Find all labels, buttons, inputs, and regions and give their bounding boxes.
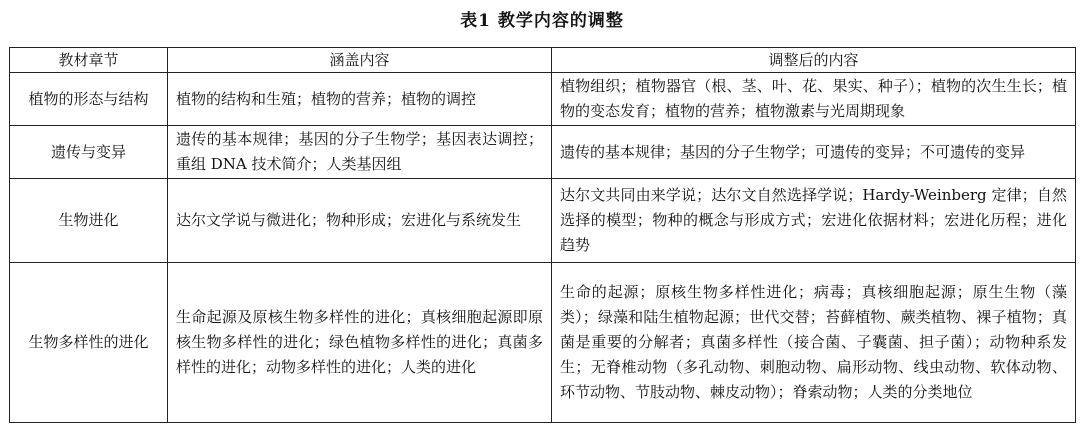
adjusted-content-cell: 达尔文共同由来学说；达尔文自然选择学说；Hardy-Weinberg 定律；自然选择的模型；物种的概念与形成方式；宏进化依据材料；宏进化历程；进化趋势 <box>552 179 1076 263</box>
chapter-cell: 遗传与变异 <box>10 126 168 179</box>
table-caption: 表1 教学内容的调整 <box>460 11 624 31</box>
header-chapter: 教材章节 <box>10 48 168 73</box>
table-row <box>10 73 1076 126</box>
covered-content-cell: 生命起源及原核生物多样性的进化；真核细胞起源即原核生物多样性的进化；绿色植物多样性的进化；真菌多样性的进化；动物多样性的进化；人类的进化 <box>168 263 552 423</box>
covered-content-cell: 植物的结构和生殖；植物的营养；植物的调控 <box>168 73 552 126</box>
table-row <box>10 179 1076 263</box>
header-adjusted-content: 调整后的内容 <box>552 48 1076 73</box>
adjusted-content-cell: 生命的起源；原核生物多样性进化；病毒；真核细胞起源；原生生物（藻类）；绿藻和陆生植物起源；世代交替；苔藓植物、蕨类植物、裸子植物；真菌是重要的分解者；真菌多样性（接合菌、子囊菌、担子菌）；动物种系发生；无脊椎动物（多孔动物、刺胞动物、扁形动物、线虫动物、软体动物、环节动物、节肢动物、棘皮动物）；脊索动物；人类的分类地位 <box>552 263 1076 423</box>
covered-content-cell: 达尔文学说与微进化；物种形成；宏进化与系统发生 <box>168 179 552 263</box>
table-row <box>10 263 1076 423</box>
covered-content-cell: 遗传的基本规律；基因的分子生物学；基因表达调控；重组 DNA 技术简介；人类基因组 <box>168 126 552 179</box>
table-row <box>10 126 1076 179</box>
content-adjustment-table <box>9 47 1076 423</box>
adjusted-content-cell: 遗传的基本规律；基因的分子生物学；可遗传的变异；不可遗传的变异 <box>552 126 1076 179</box>
chapter-cell: 植物的形态与结构 <box>10 73 168 126</box>
header-covered-content: 涵盖内容 <box>168 48 552 73</box>
table-header-row <box>10 48 1076 73</box>
chapter-cell: 生物进化 <box>10 179 168 263</box>
adjusted-content-cell: 植物组织；植物器官（根、茎、叶、花、果实、种子）；植物的次生生长；植物的变态发育；植物的营养；植物激素与光周期现象 <box>552 73 1076 126</box>
chapter-cell: 生物多样性的进化 <box>10 263 168 423</box>
